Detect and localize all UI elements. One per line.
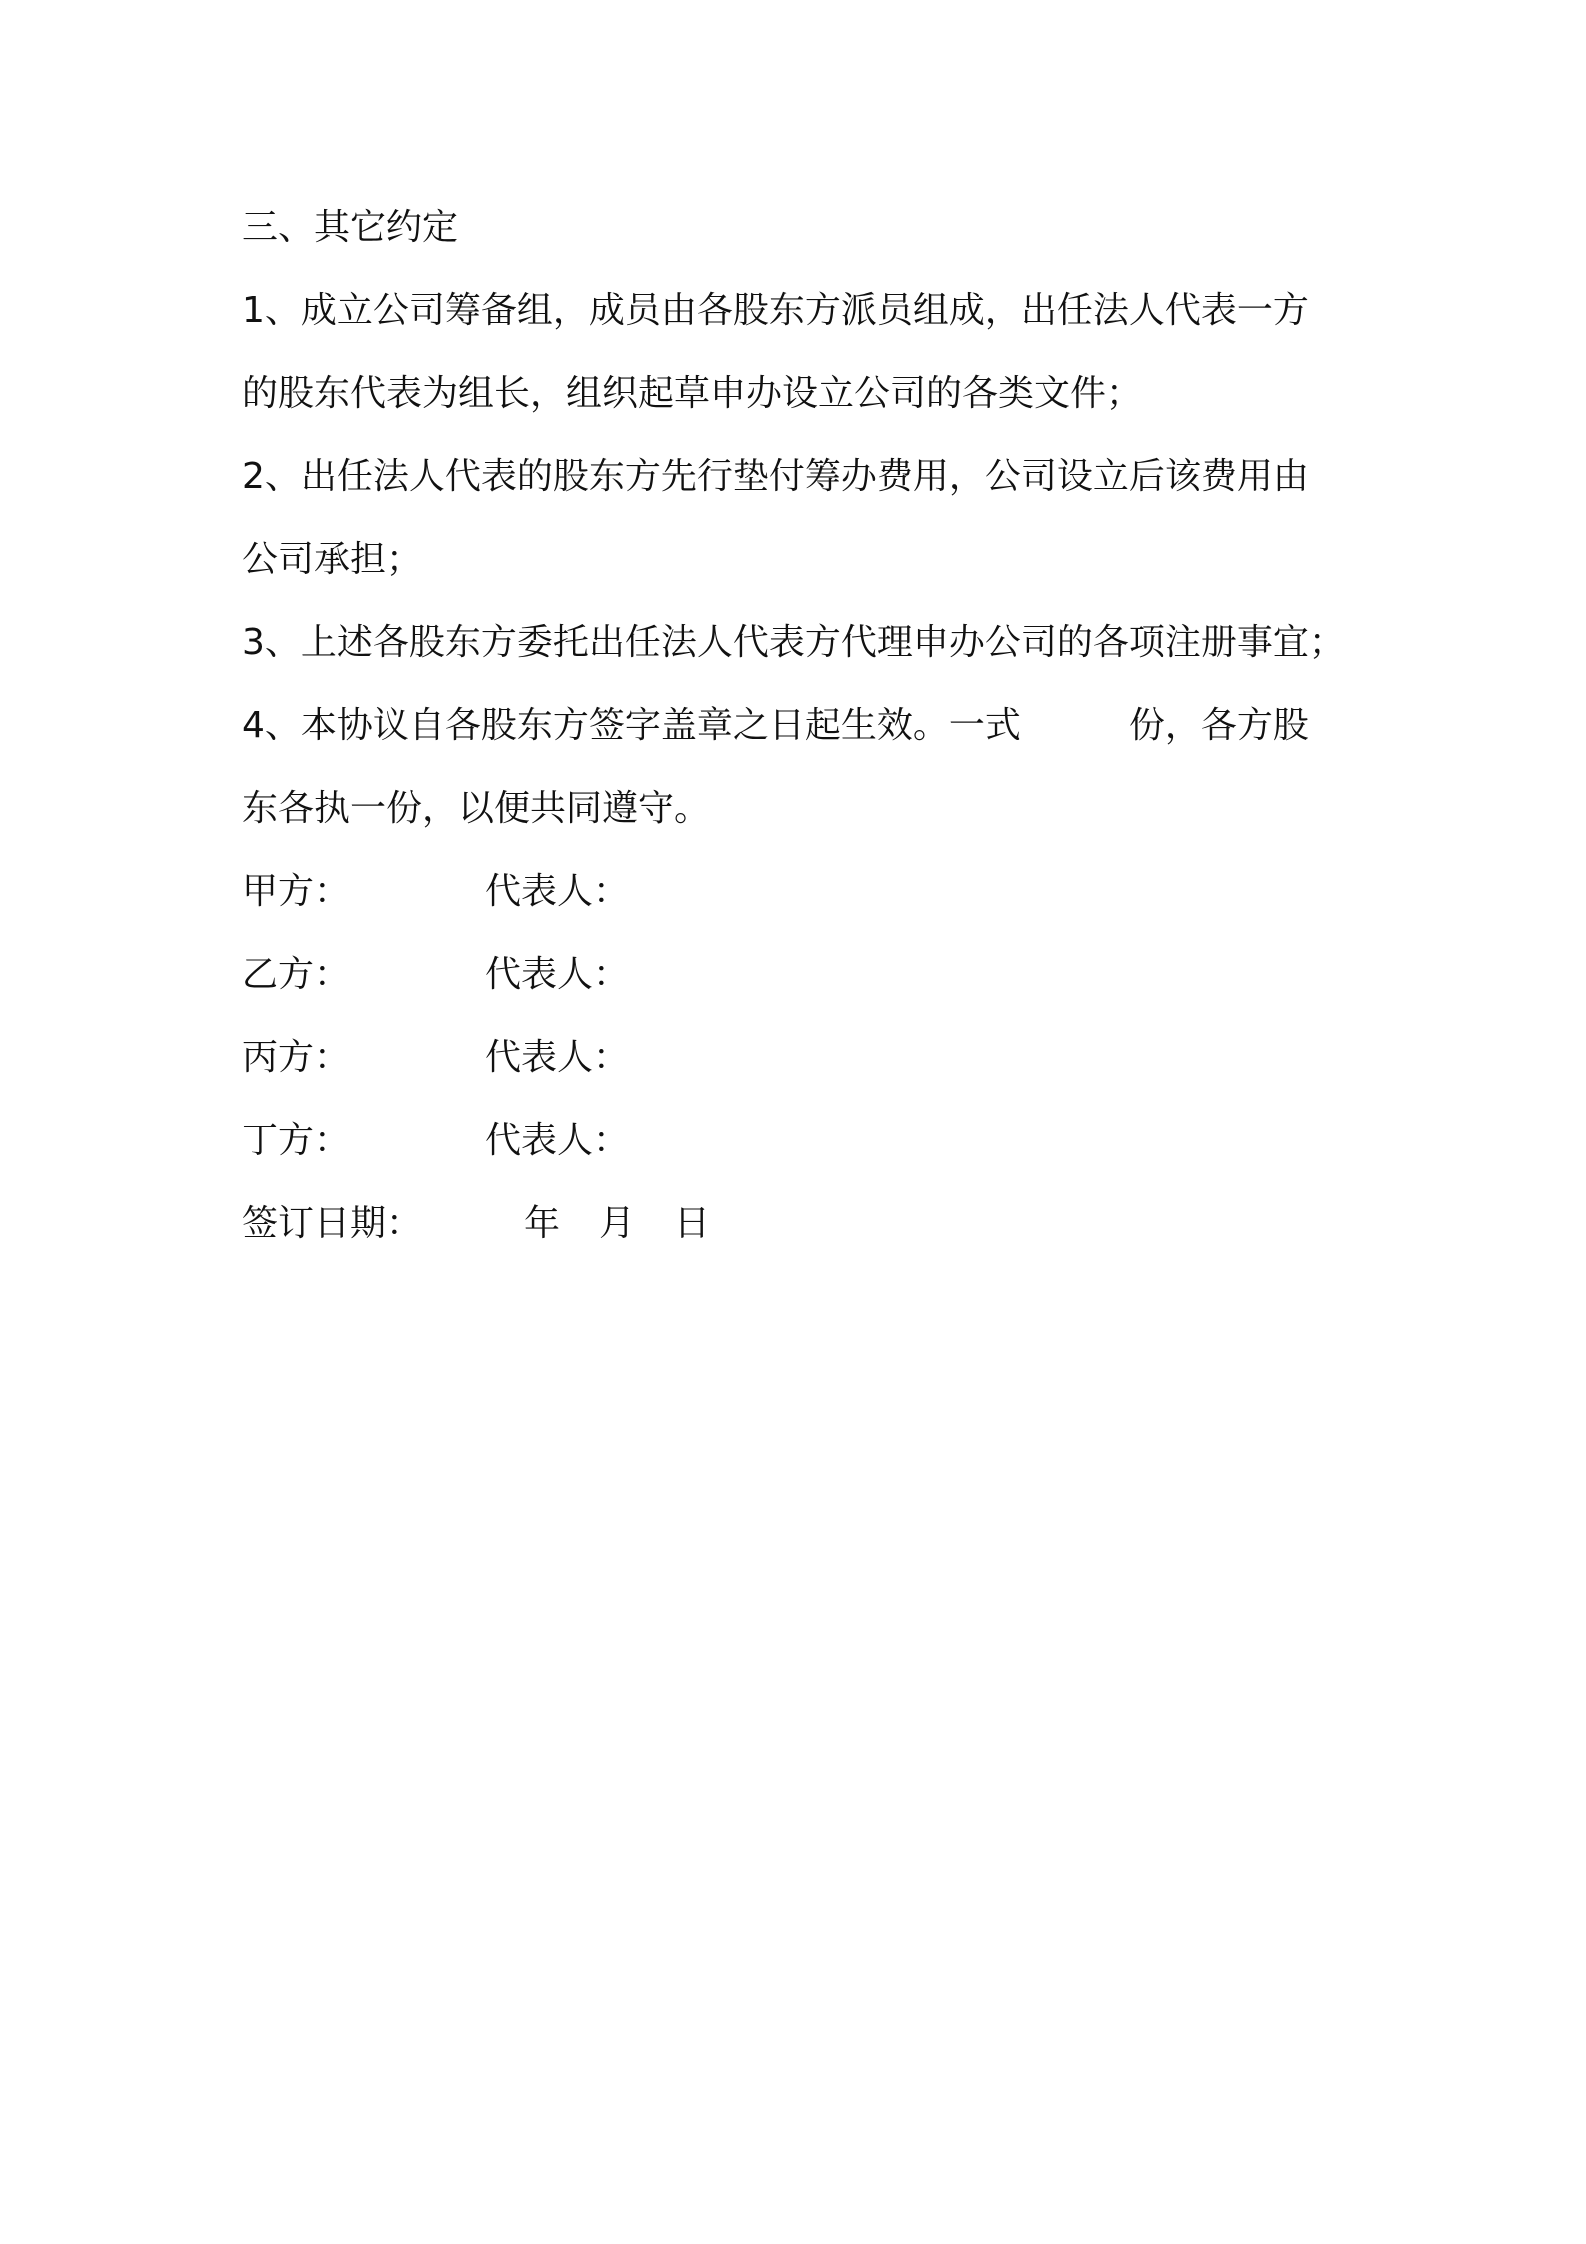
date-day-label: 日 — [674, 1203, 711, 1244]
party-label: 丙方： — [242, 1037, 351, 1078]
representative-label: 代表人： — [485, 954, 630, 995]
clause-2-line-1: 2、出任法人代表的股东方先行垫付筹办费用，公司设立后该费用由 — [242, 456, 1309, 497]
party-label: 乙方： — [242, 954, 351, 995]
signature-row-bing — [242, 1030, 1372, 1113]
representative-label: 代表人： — [485, 1120, 630, 1161]
signing-date-label: 签订日期： — [242, 1203, 423, 1244]
signature-row-yi — [242, 947, 1372, 1030]
clause-4-text-b: 份，各方股 — [1128, 705, 1309, 746]
clause-3-line-1: 3、上述各股东方委托出任法人代表方代理申办公司的各项注册事宜； — [242, 622, 1345, 663]
date-year-label: 年 — [524, 1203, 561, 1244]
representative-label: 代表人： — [485, 871, 630, 912]
representative-label: 代表人： — [485, 1037, 630, 1078]
signature-row-ding — [242, 1113, 1372, 1196]
clause-1-line-2: 的股东代表为组长，组织起草申办设立公司的各类文件； — [242, 373, 1143, 414]
date-month-label: 月 — [599, 1203, 636, 1244]
party-label: 丁方： — [242, 1120, 351, 1161]
clause-1-line-1: 1、成立公司筹备组，成员由各股东方派员组成，出任法人代表一方 — [242, 290, 1309, 331]
section-title: 三、其它约定 — [242, 207, 459, 248]
clause-4-line-1 — [242, 698, 1372, 781]
document-body — [242, 200, 1372, 1279]
clause-4-line-2: 东各执一份，以便共同遵守。 — [242, 788, 711, 829]
party-label: 甲方： — [242, 871, 351, 912]
signing-date-row — [242, 1196, 1372, 1279]
signature-row-jia — [242, 864, 1372, 947]
clause-2-line-2: 公司承担； — [242, 539, 423, 580]
clause-4-text-a: 4、本协议自各股东方签字盖章之日起生效。一式 — [242, 705, 1021, 746]
